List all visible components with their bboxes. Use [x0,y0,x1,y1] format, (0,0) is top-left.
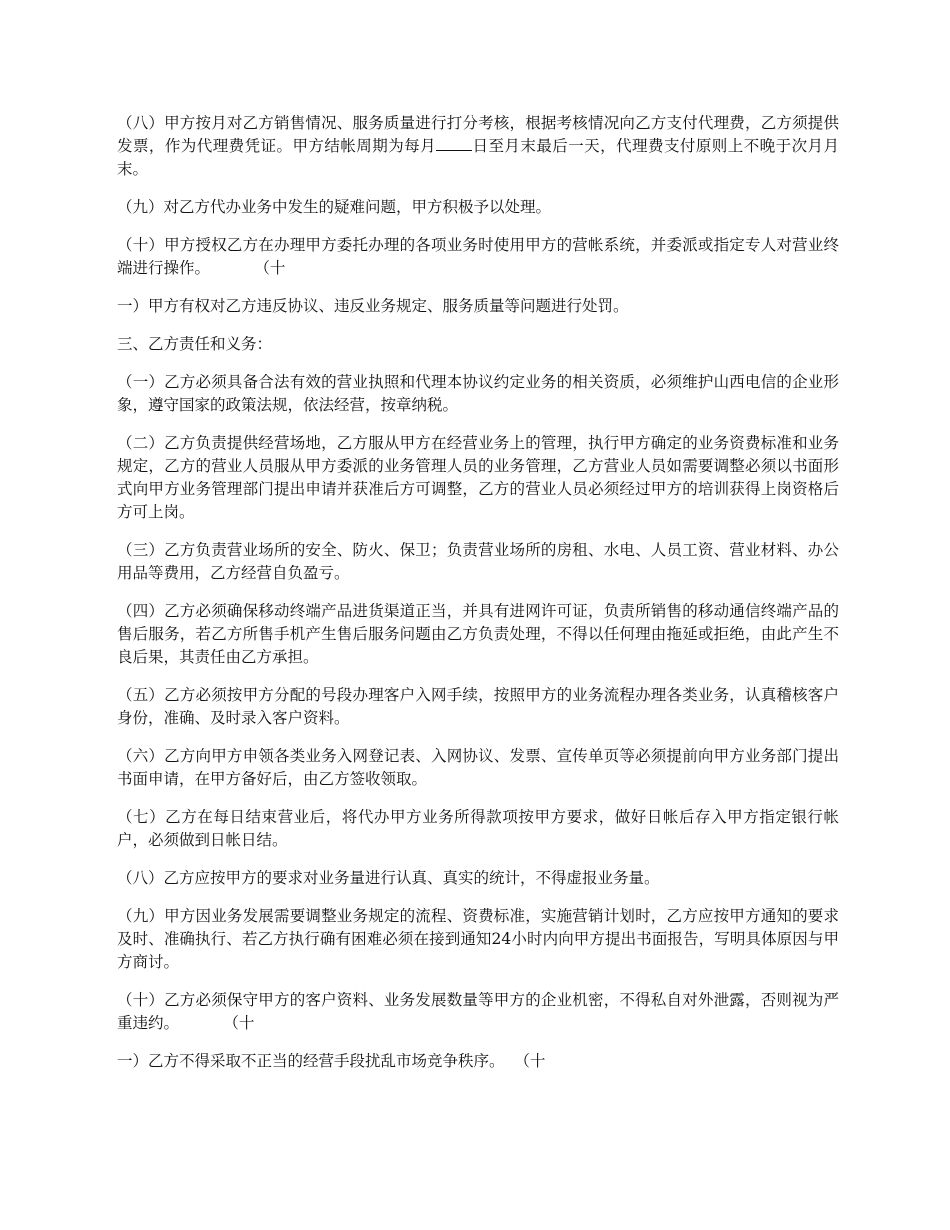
paragraph-party-a-11: 一）甲方有权对乙方违反协议、违反业务规定、服务质量等问题进行处罚。 [117,297,629,315]
paragraph-party-b-6: （六）乙方向甲方申领各类业务入网登记表、入网协议、发票、宣传单页等必须提前向甲方业务部门提出书面申请，在甲方备好后，由乙方签收领取。 [117,747,839,788]
paragraph-party-a-10: （十）甲方授权乙方在办理甲方委托办理的各项业务时使用甲方的营帐系统，并委派或指定专人对营业终端进行操作。 （十 [117,236,839,277]
paragraph-party-b-10: （十）乙方必须保守甲方的客户资料、业务发展数量等甲方的企业机密，不得私自对外泄露，否则视为严重违约。 （十 [117,991,839,1032]
paragraph-party-b-1: （一）乙方必须具备合法有效的营业执照和代理本协议约定业务的相关资质，必须维护山西电信的企业形象，遵守国家的政策法规，依法经营，按章纳税。 [117,373,839,414]
paragraph-text: 日至月末最后一天，代理费支付原则上不晚于次月月末。 [117,137,839,178]
paragraph-party-a-9: （九）对乙方代办业务中发生的疑难问题，甲方积极予以处理。 [117,198,552,216]
paragraph-party-a-8 [117,112,839,181]
paragraph-party-b-3: （三）乙方负责营业场所的安全、防火、保卫；负责营业场所的房租、水电、人员工资、营业材料、办公用品等费用，乙方经营自负盈亏。 [117,541,839,582]
paragraph-party-b-2: （二）乙方负责提供经营场地，乙方服从甲方在经营业务上的管理，执行甲方确定的业务资费标准和业务规定，乙方的营业人员服从甲方委派的业务管理人员的业务管理，乙方营业人员如需要调整必须以书面形式向甲方业务管理部门提出申请并获准后方可调整，乙方的营业人员必须经过甲方的培训获得上岗资格后方可上岗。 [117,434,839,521]
paragraph-party-b-5: （五）乙方必须按甲方分配的号段办理客户入网手续，按照甲方的业务流程办理各类业务，认真稽核客户身份，准确、及时录入客户资料。 [117,686,839,727]
paragraph-text: （八）甲方按月对乙方销售情况、服务质量进行打分考核，根据考核情况向乙方支付代理费，乙方须提供发票，作为代理费凭证。甲方结帐周期为每月 [117,114,839,155]
paragraph-party-b-11: 一）乙方不得采取不正当的经营手段扰乱市场竞争秩序。 （十 [117,1052,546,1070]
fill-in-blank [436,135,472,151]
paragraph-party-b-7: （七）乙方在每日结束营业后，将代办甲方业务所得款项按甲方要求，做好日帐后存入甲方指定银行帐户，必须做到日帐日结。 [117,808,839,849]
section-heading-party-b: 三、乙方责任和义务： [117,335,273,353]
document-page [117,112,839,1088]
paragraph-party-b-8: （八）乙方应按甲方的要求对业务量进行认真、真实的统计，不得虚报业务量。 [117,869,660,887]
paragraph-party-b-9: （九）甲方因业务发展需要调整业务规定的流程、资费标准，实施营销计划时，乙方应按甲方通知的要求及时、准确执行、若乙方执行确有困难必须在接到通知24小时内向甲方提出书面报告，写明具体原因与甲方商讨。 [117,907,839,971]
paragraph-party-b-4: （四）乙方必须确保移动终端产品进货渠道正当，并具有进网许可证，负责所销售的移动通信终端产品的售后服务，若乙方所售手机产生售后服务问题由乙方负责处理，不得以任何理由拖延或拒绝，由此产生不良后果，其责任由乙方承担。 [117,602,839,666]
